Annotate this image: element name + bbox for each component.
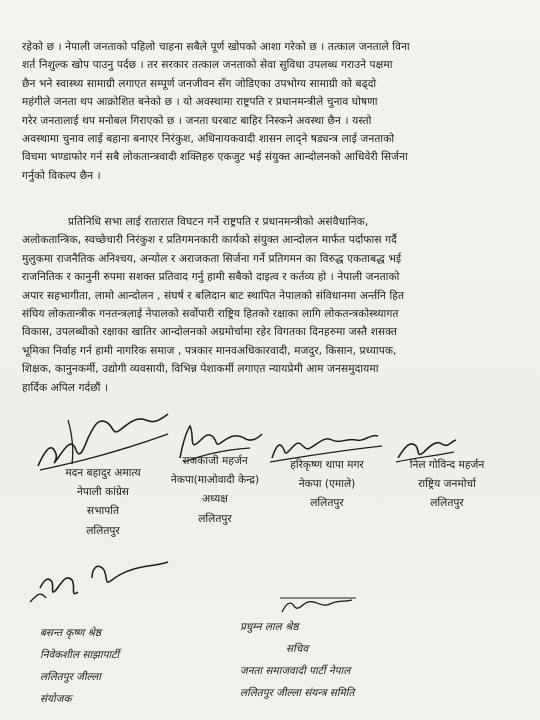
signatory-role: अध्यक्ष [202,493,228,506]
text-line: संघिय लोकतान्त्रीक गनतन्त्रलाई नेपालको सर्वोपारी राष्ट्रिय हितको रक्षाका लागि लोकतन्त्रकोस्थ्यागत [22,308,399,321]
text-line: विचमा भण्डाफोर गर्न सबै लोकतान्त्रवादी शक्तिहरु एकजुट भई संयुक्त आन्दोलनको आधिवेरी सिर्जना [22,151,408,164]
signatory-party: नेकपा(माओवादी केन्द्र) [170,474,260,487]
signature-mark [278,594,358,618]
signatory-place: ललितपुर [86,524,120,537]
handwritten-line: बसन्त कृष्ण श्रेष्ठ [40,627,101,639]
signatory-block-4 [374,428,520,528]
handwritten-line: ललितपुर जील्ला संयन्त्र समिति [240,687,355,699]
text-line: हार्दिक अपिल गर्दछौं । [22,381,109,394]
signatory-block-3 [262,428,392,528]
signatory-name: हरिकृष्ण थापा मगर [290,459,364,471]
text-line: मुलुकमा राजनैतिक अनिश्चय, अन्योल र अराजकता सिर्जना गर्ने प्रतिगमन का विरुद्ध एकताबद्ध भई [22,252,402,265]
signatory-role: सभापति [86,505,120,518]
text-line: शर्त निशुल्क खोप पाउनु पर्दछ । तर सरकार तत्काल जनताको सेवा सुविधा उपलब्ध गराउने पक्षमा [22,59,393,72]
handwritten-line: निवेकशील साझापार्टी [40,649,120,661]
handwritten-line: प्रधुम्न लाल श्रेष्ठ [240,621,299,633]
text-line: अलोकतान्त्रिक, स्वच्छेचारी निरंकुश र प्रतिगमनकारी कार्यको संयुक्त आन्दोलन मार्फत पर्दाफास गर्दै [22,234,397,247]
handwritten-signatory-left [40,622,119,710]
signatory-role: ललितपुर [430,497,464,510]
text-line: महंगीले जनता थप आक्रोशित बनेको छ । यो अवस्थामा राष्ट्रपति र प्रधानमन्त्रीले चुनाव घोषणा [22,96,378,109]
signatory-party: नेकपा (एमाले) [298,478,356,491]
signatory-name: राजकाजी महर्जन [182,455,248,467]
signature-mark-bottom-right [278,594,358,618]
signatory-name: निल गोविन्द महर्जन [409,459,485,471]
signatory-block-2 [150,418,280,528]
text-line: भूमिका निर्वाह गर्न हामी नागरिक समाज , पत्रकार मानवअधिकारवादी, मजदुर, किसान, प्रध्यापक, [22,344,397,357]
paragraph-1 [22,38,520,185]
signature-mark-bottom-left [26,552,176,612]
text-line: राजनितिक र कानुनी रुपमा सशक्त प्रतिवाद गर्नु हामी सबैको दाइत्व र कर्तव्य हो । नेपाली जनताको [22,271,400,284]
text-line: प्रतिनिधि सभा लाई रातारात विघटन गर्ने राष्ट्रपति र प्रधानमन्त्रीको असंवैधानिक, [68,216,369,228]
signature-mark [26,552,176,612]
text-line: अपार सहभागीता, लामो आन्दोलन , संघर्ष र बलिदान बाट स्थापित नेपालको संविधानमा अर्न्तनि हित [22,289,405,302]
handwritten-signatory-right [240,616,354,704]
text-line: शिक्षक, कानुनकर्मी, उद्योगी व्यवसायी, विभिन्न पेशाकर्मी लगाएत न्यायप्रेमी आम जनसमुदायमा [22,363,379,376]
handwritten-line: ललितपुर जील्ला [40,671,101,683]
handwritten-line: जनता समाजवादी पार्टी नेपाल [240,665,351,677]
signatory-role: ललितपुर [310,497,344,510]
text-line: अवस्थामा चुनाव लाई बहाना बनाएर निरंकुश, अधिनायकवादी शासन लाद्ने षड्यन्त्र लाई जनताको [22,133,395,146]
handwritten-line: सचिव [286,643,309,655]
paragraph-2 [22,213,520,397]
signatory-party: राष्ट्रिय जनमोर्चा [418,478,476,491]
text-line: गर्नुको विकल्प छैन । [22,169,101,182]
text-line: छैन भने स्वास्थ्य सामाग्री लगाएत सम्पूर्ण जनजीवन सँग जोडिएका उपभोग्य सामाग्री को बढ्दो [22,77,377,90]
text-line: गरेर जनतालाई थप मनोबल गिराएको छ । जनता घरबाट बाहिर निस्कने अवस्था छैन । यस्तो [22,114,372,127]
signatory-party: नेपाली कांग्रेस [77,486,129,499]
text-line: विकास, उपलब्धीको रक्षाका खातिर आन्दोलनको अग्रमोर्चामा रहेर विगतका दिनहरुमा जस्तै शसक्त [22,326,398,339]
text-line: रहेको छ । नेपाली जनताको पहिलो चाहना सबैले पूर्ण खोपको आशा गरेको छ । तत्काल जनताले विना [22,41,410,53]
handwritten-line: संयोजक [40,693,72,705]
signatory-place: ललितपुर [198,512,232,525]
signatory-name: मदन बहादुर अमात्य [65,467,141,479]
